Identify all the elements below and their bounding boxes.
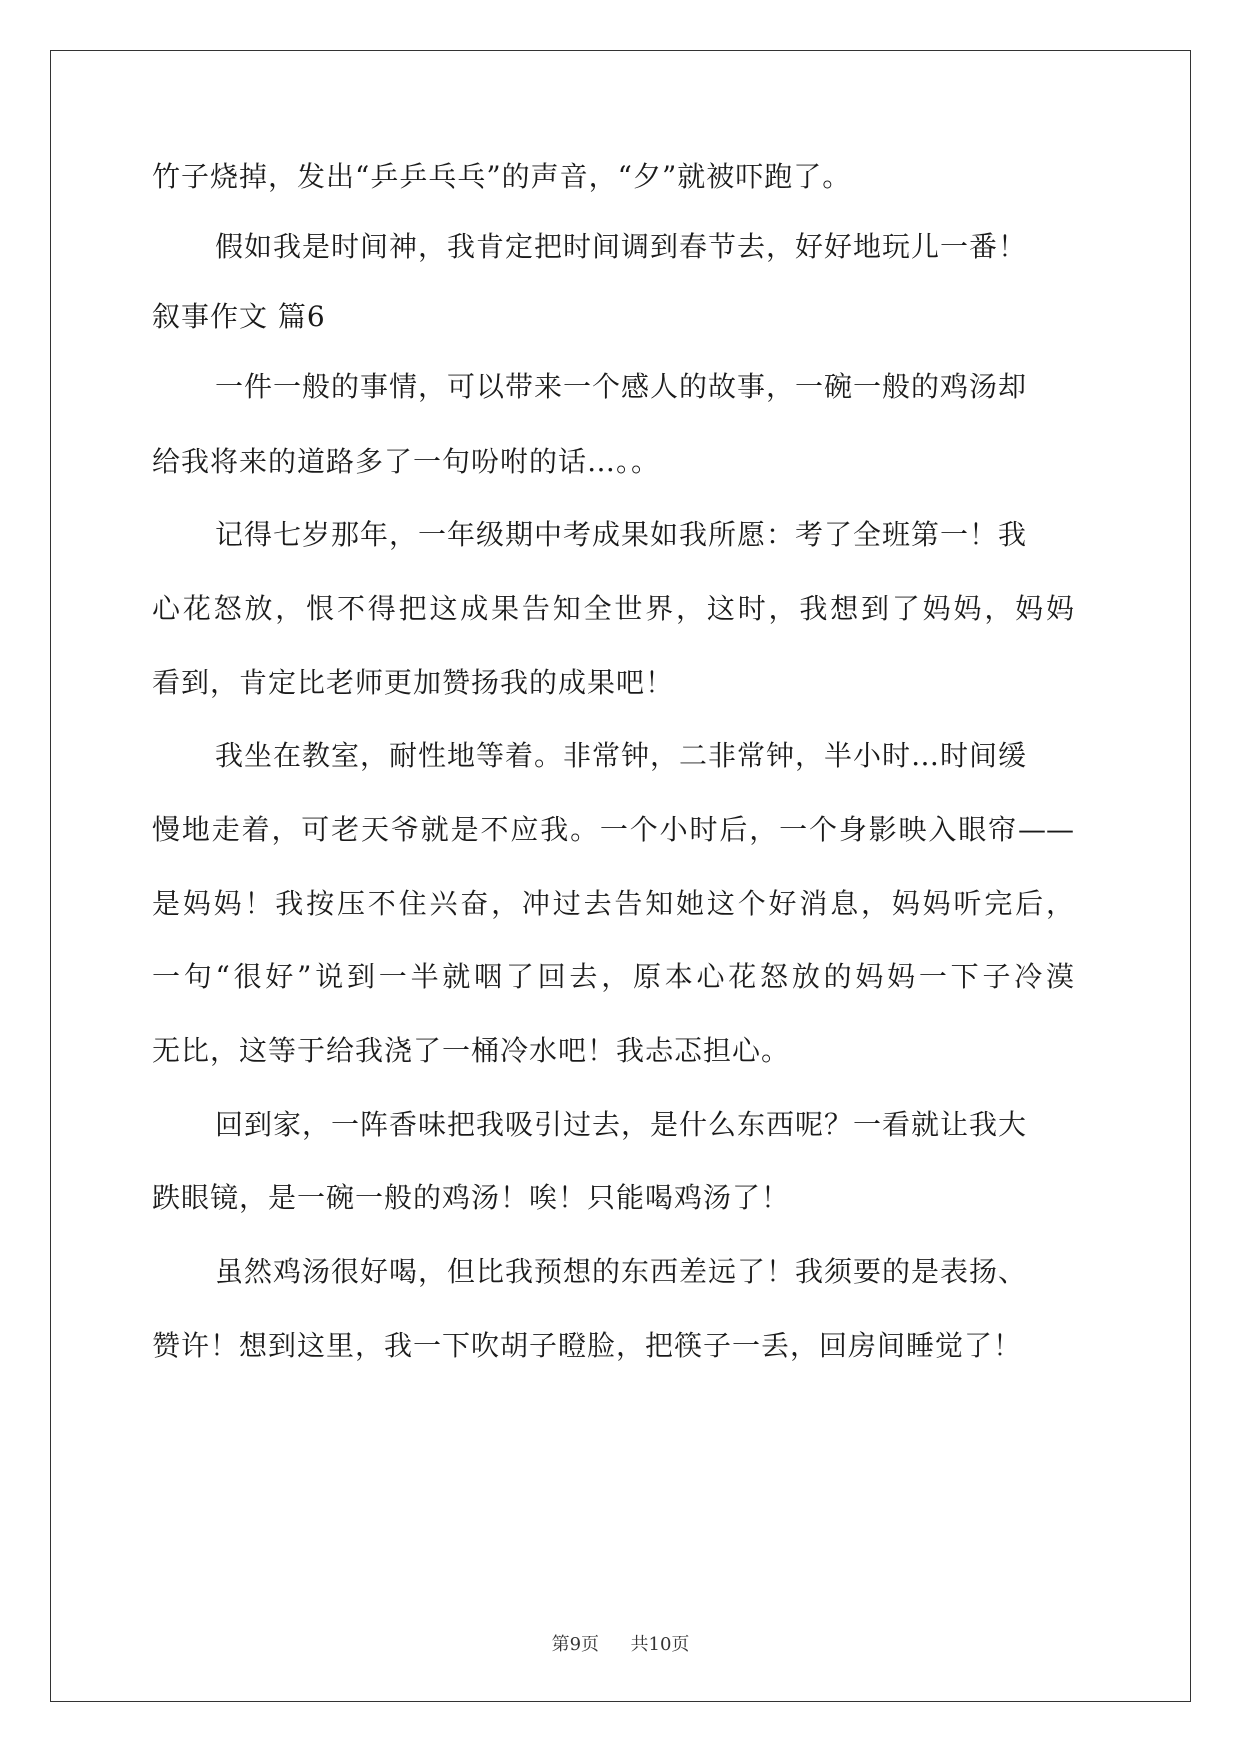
text-line: 竹子烧掉，发出“乒乒乓乓”的声音，“夕”就被吓跑了。 [152, 160, 852, 193]
text-line: 假如我是时间神，我肯定把时间调到春节去，好好地玩儿一番！ [215, 230, 1028, 263]
text-line: 回到家，一阵香味把我吸引过去，是什么东西呢？一看就让我大 [215, 1108, 1028, 1141]
text-line: 慢地走着，可老天爷就是不应我。一个小时后，一个身影映入眼帘—— [152, 813, 1074, 846]
page-number: 第9页 [551, 1634, 600, 1655]
text-line: 虽然鸡汤很好喝，但比我预想的东西差远了！我须要的是表扬、 [215, 1255, 1028, 1288]
text-line: 是妈妈！我按压不住兴奋，冲过去告知她这个好消息，妈妈听完后， [152, 887, 1074, 920]
text-line: 一句“很好”说到一半就咽了回去，原本心花怒放的妈妈一下子冷漠 [152, 960, 1074, 993]
text-line: 记得七岁那年，一年级期中考成果如我所愿：考了全班第一！我 [215, 518, 1028, 551]
text-line: 无比，这等于给我浇了一桶冷水吧！我忐忑担心。 [152, 1034, 791, 1067]
text-line: 给我将来的道路多了一句吩咐的话…。。 [152, 445, 661, 478]
text-line: 一件一般的事情，可以带来一个感人的故事，一碗一般的鸡汤却 [215, 370, 1028, 403]
page-total: 共10页 [630, 1634, 690, 1655]
section-heading: 叙事作文 篇6 [152, 300, 326, 333]
text-line: 看到，肯定比老师更加赞扬我的成果吧！ [152, 666, 675, 699]
text-line: 心花怒放，恨不得把这成果告知全世界，这时，我想到了妈妈，妈妈 [152, 592, 1074, 625]
text-line: 赞许！想到这里，我一下吹胡子瞪脸，把筷子一丢，回房间睡觉了！ [152, 1329, 1023, 1362]
text-line: 跌眼镜，是一碗一般的鸡汤！唉！只能喝鸡汤了！ [152, 1181, 791, 1214]
page-footer [0, 1630, 1241, 1656]
text-line: 我坐在教室，耐性地等着。非常钟，二非常钟，半小时…时间缓 [215, 739, 1028, 772]
